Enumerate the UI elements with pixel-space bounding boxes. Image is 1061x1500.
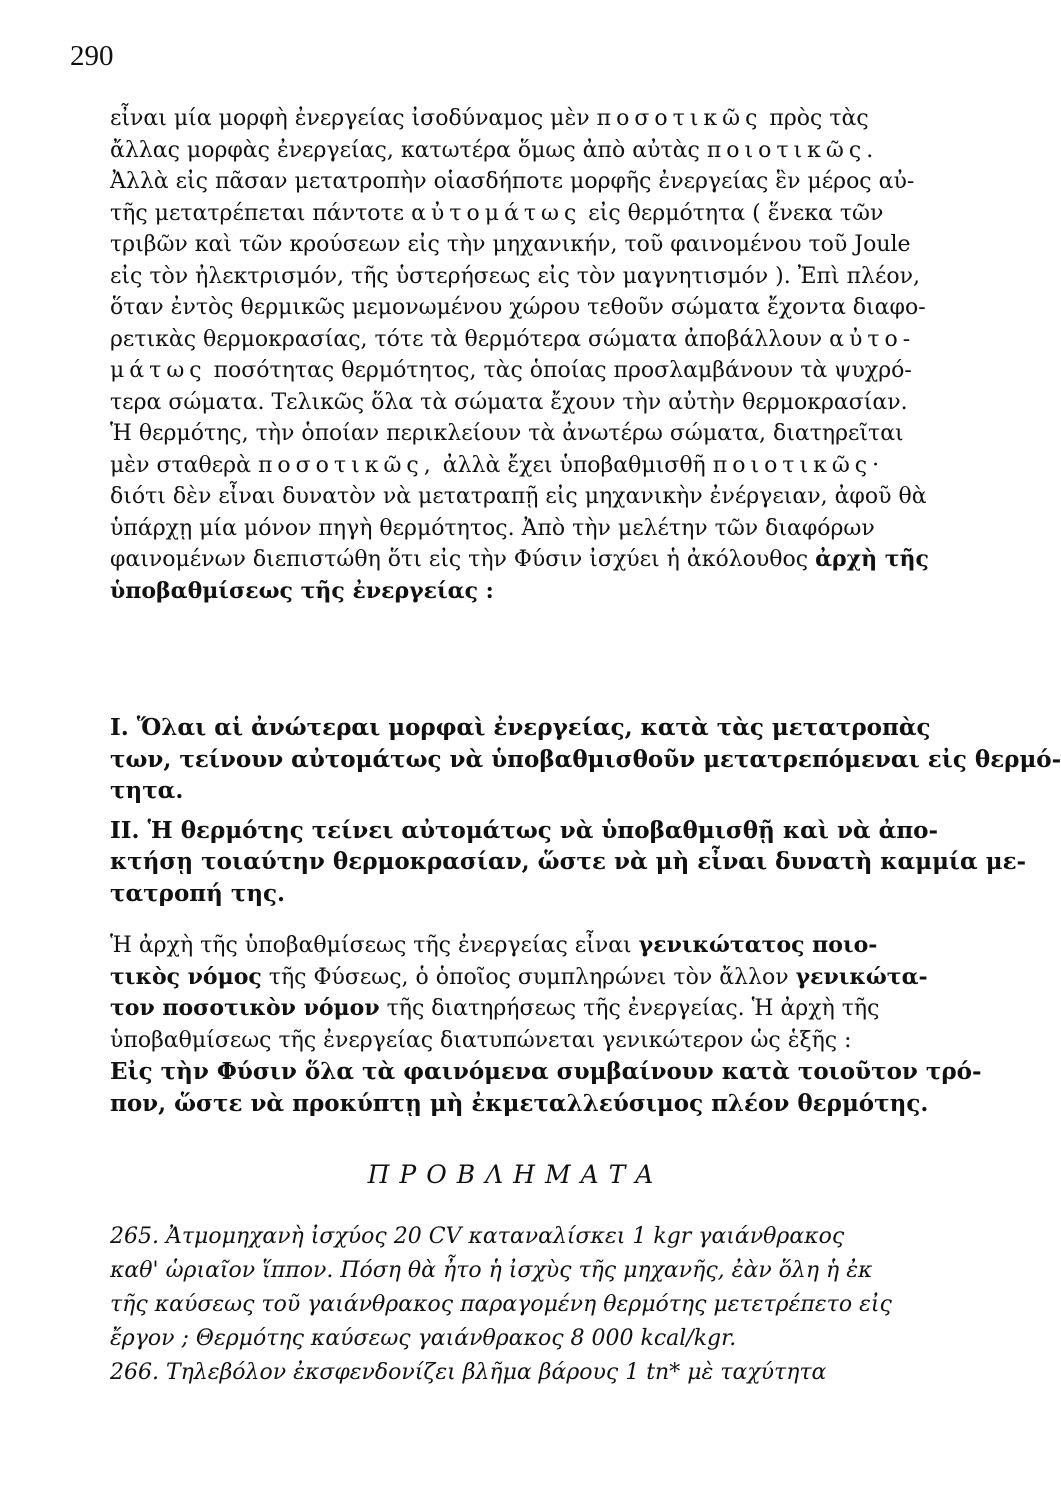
text-segment: αὐτο- xyxy=(829,326,916,352)
text-line xyxy=(110,930,905,962)
text-segment: εἰς θερμότητα ( ἕνεκα τῶν xyxy=(581,200,884,226)
principle-item xyxy=(110,815,1027,910)
text-segment: γενικώτατος ποιο- xyxy=(638,932,878,958)
text-segment: μάτως xyxy=(110,358,207,383)
text-segment: ὑπάρχῃ μία μόνον πηγὴ θερμότητος. Ἀπὸ τὴν μελέτην τῶν διαφόρων xyxy=(110,515,875,541)
text-segment: ποιοτικῶς. xyxy=(706,137,879,163)
text-segment: ποσοτικῶς, xyxy=(257,452,436,478)
text-line xyxy=(110,166,915,198)
text-segment: Ἡ θερμότης, τὴν ὁποίαν περικλείουν τὰ ἀνωτέρω σώματα, διατηρεῖται xyxy=(110,421,904,446)
text-segment: γενικώτα- xyxy=(795,963,928,990)
text-line xyxy=(110,993,905,1025)
principle-line: των, τείνουν αὐτομάτως νὰ ὑποβαθμισθοῦν μετατρεπόμεναι εἰς θερμό- xyxy=(110,745,1061,773)
text-line xyxy=(110,544,929,576)
principle-item xyxy=(110,712,1061,807)
problem-line: τῆς καύσεως τοῦ γαιάνθρακος παραγομένη θερμότης μετετρέπετο εἰς xyxy=(110,1292,892,1317)
text-line xyxy=(110,103,905,135)
text-line xyxy=(110,962,928,994)
principle-line: II. Ἡ θερμότης τείνει αὐτομάτως νὰ ὑποβαθμισθῇ καὶ νὰ ἀπο- xyxy=(110,816,939,844)
text-segment: τῆς μετατρέπεται πάντοτε xyxy=(110,200,412,226)
text-line xyxy=(110,1025,905,1057)
text-segment: εἰς τὸν ἠλεκτρισμόν, τῆς ὑστερήσεως εἰς τὸν μαγνητισμόν ). Ἐπὶ πλέον, xyxy=(110,263,920,289)
problem-line: καθ' ὡριαῖον ἵππον. Πόση θὰ ἦτο ἡ ἰσχὺς τῆς μηχανῆς, ἐὰν ὅλη ἡ ἐκ xyxy=(110,1258,873,1283)
closing-paragraph xyxy=(110,930,982,1119)
text-segment: πρὸς τὰς xyxy=(762,106,869,131)
text-segment: ποσοτικῶς xyxy=(596,106,763,131)
text-segment: αὐτομάτως xyxy=(411,200,582,226)
text-line xyxy=(110,135,905,167)
principle-line: I. Ὅλαι αἱ ἀνώτεραι μορφαὶ ἐνεργείας, κατὰ τὰς μετατροπὰς xyxy=(110,714,931,741)
text-segment: ποσότητας θερμότητος, τὰς ὁποίας προσλαμβάνουν τὰ ψυχρό- xyxy=(206,358,912,383)
text-line xyxy=(110,324,916,356)
text-segment: τριβῶν καὶ τῶν κρούσεων εἰς τὴν μηχανικήν, τοῦ φαινομένου τοῦ Joule xyxy=(110,232,911,257)
text-segment: ρετικὰς θερμοκρασίας, τότε τὰ θερμότερα σώματα ἀποβάλλουν xyxy=(110,326,830,352)
text-line xyxy=(110,198,905,230)
text-segment: τικὸς νόμος xyxy=(110,963,262,990)
text-segment: Ἀλλὰ εἰς πᾶσαν μετατροπὴν οἱασδήποτε μορφῆς ἐνεργείας ἓν μέρος αὐ- xyxy=(110,169,915,194)
text-segment: τον ποσοτικὸν νόμον xyxy=(110,995,380,1021)
text-line xyxy=(110,513,905,545)
text-line xyxy=(110,1088,929,1120)
text-segment: ὑποβαθμίσεως τῆς ἐνεργείας : xyxy=(110,577,494,604)
text-segment: μὲν σταθερὰ xyxy=(110,452,258,478)
principle-line: κτήσῃ τοιαύτην θερμοκρασίαν, ὥστε νὰ μὴ εἶναι δυνατὴ καμμία με- xyxy=(110,848,1027,875)
problems-list xyxy=(110,1220,905,1390)
text-line xyxy=(110,292,926,324)
text-segment: ἀρχὴ τῆς xyxy=(815,546,929,572)
text-segment: ἄλλας μορφὰς ἐνεργείας, κατωτέρα ὅμως ἀπὸ αὐτὰς xyxy=(110,137,707,163)
text-line xyxy=(110,576,905,608)
text-segment: ἀλλὰ ἔχει ὑποβαθμισθῆ xyxy=(435,452,713,478)
text-line xyxy=(110,450,905,482)
text-segment: τῆς διατηρήσεως τῆς ἐνεργείας. Ἡ ἀρχὴ τῆς xyxy=(379,996,880,1021)
text-line xyxy=(110,355,912,387)
text-line xyxy=(110,261,920,293)
text-segment: διότι δὲν εἶναι δυνατὸν νὰ μετατραπῇ εἰς μηχανικὴν ἐνέργειαν, ἀφοῦ θὰ xyxy=(110,484,927,509)
problem-line: 266. Τηλεβόλον ἐκσφενδονίζει βλῆμα βάρους 1 tn* μὲ ταχύτητα xyxy=(110,1360,827,1385)
problem-line: 265. Ἀτμομηχανὴ ἰσχύος 20 CV καταναλίσκει 1 kgr γαιάνθρακος xyxy=(110,1224,845,1249)
text-segment: ποιοτικῶς· xyxy=(712,452,885,478)
text-segment: φαινομένων διεπιστώθη ὅτι εἰς τὴν Φύσιν ἰσχύει ἡ ἀκόλουθος xyxy=(110,547,816,572)
principles-list xyxy=(110,712,1061,917)
text-line xyxy=(110,481,927,513)
text-segment: εἶναι μία μορφὴ ἐνεργείας ἰσοδύναμος μὲν xyxy=(110,106,597,131)
text-segment: πον, ὥστε νὰ προκύπτῃ μὴ ἐκμεταλλεύσιμος πλέον θερμότης. xyxy=(110,1089,929,1117)
text-segment: ὅταν ἐντὸς θερμικῶς μεμονωμένου χώρου τεθοῦν σώματα ἔχοντα διαφο- xyxy=(110,295,926,320)
problem-line: ἔργον ; Θερμότης καύσεως γαιάνθρακος 8 000 kcal/kgr. xyxy=(110,1326,737,1351)
text-segment: ὑποβαθμίσεως τῆς ἐνεργείας διατυπώνεται γενικώτερον ὡς ἑξῆς : xyxy=(110,1027,852,1053)
text-segment: Ἡ ἀρχὴ τῆς ὑποβαθμίσεως τῆς ἐνεργείας εἶναι xyxy=(110,933,639,958)
principle-line: τητα. xyxy=(110,777,184,804)
text-line xyxy=(110,229,911,261)
body-paragraph xyxy=(110,103,929,607)
problems-heading: ΠΡΟΒΛΗΜΑΤΑ xyxy=(367,1160,664,1189)
text-segment: τῆς Φύσεως, ὁ ὁποῖος συμπληρώνει τὸν ἄλλον xyxy=(261,964,796,990)
text-line xyxy=(110,387,908,419)
page-number: 290 xyxy=(70,40,114,72)
text-line xyxy=(110,418,905,450)
text-line xyxy=(110,1056,982,1088)
text-segment: τερα σώματα. Τελικῶς ὅλα τὰ σώματα ἔχουν τὴν αὐτὴν θερμοκρασίαν. xyxy=(110,389,908,415)
text-segment: Εἰς τὴν Φύσιν ὅλα τὰ φαινόμενα συμβαίνουν κατὰ τοιοῦτον τρό- xyxy=(110,1058,982,1085)
principle-line: τατροπή της. xyxy=(110,879,286,907)
